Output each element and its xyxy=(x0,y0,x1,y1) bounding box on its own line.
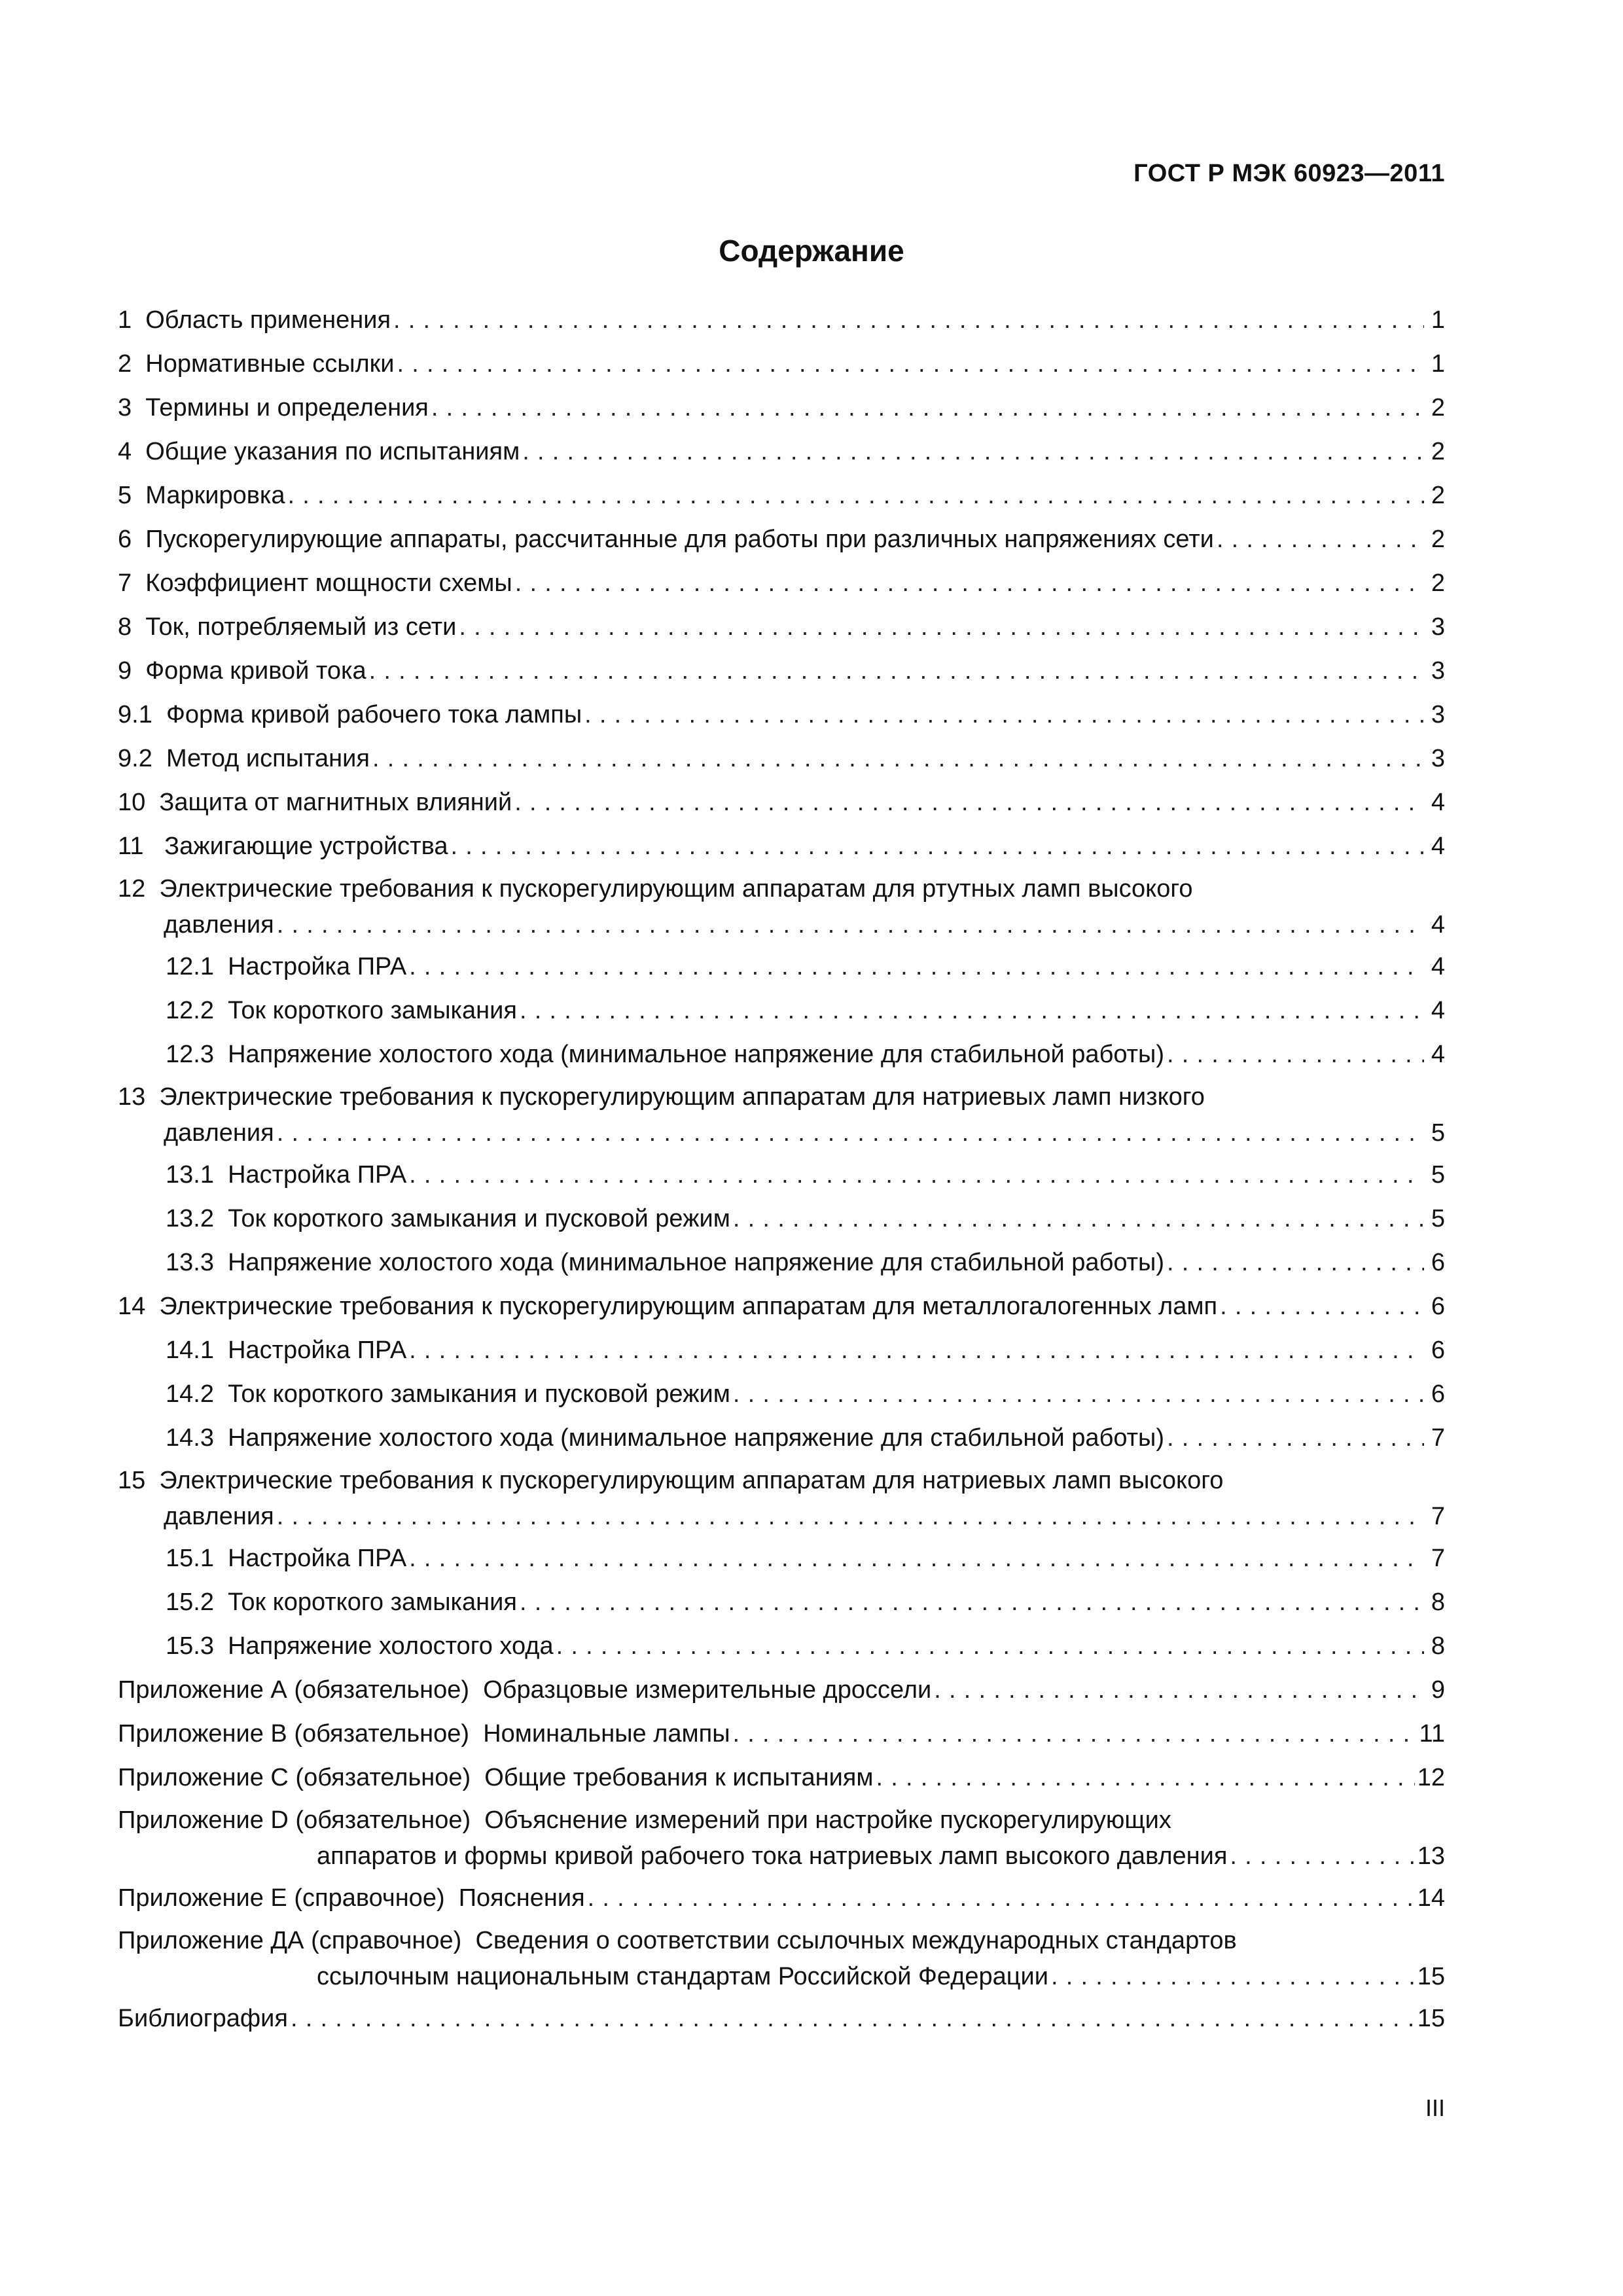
toc-dot-leader xyxy=(393,302,1424,338)
toc-entry-number: 4 xyxy=(118,438,146,465)
toc-annex-label: Приложение Е (справочное) xyxy=(118,1884,459,1912)
toc-entry[interactable] xyxy=(118,1157,1445,1200)
toc-entry-title: Номинальные лампы xyxy=(483,1720,730,1748)
toc-entry-number: 14.2 xyxy=(166,1380,228,1408)
toc-entry-number: 10 xyxy=(118,789,160,816)
toc-entry-title: Метод испытания xyxy=(166,745,370,772)
toc-entry-title: Форма кривой рабочего тока лампы xyxy=(166,701,582,728)
toc-entry-number: 15.2 xyxy=(166,1588,228,1616)
toc-entry-page: 2 xyxy=(1431,482,1445,509)
toc-dot-leader xyxy=(733,1200,1424,1237)
toc-dot-leader xyxy=(1167,1036,1424,1073)
toc-entry[interactable] xyxy=(118,992,1445,1036)
toc-dot-leader xyxy=(431,389,1424,426)
toc-entry-title: Ток короткого замыкания xyxy=(228,997,517,1024)
toc-entry-title: Общие требования к испытаниям xyxy=(484,1764,874,1791)
toc-dot-leader xyxy=(934,1672,1424,1708)
toc-dot-leader xyxy=(733,1376,1424,1412)
toc-entry-page: 4 xyxy=(1431,953,1445,980)
toc-entry-title: Напряжение холостого хода (минимальное напряжение для стабильной работы) xyxy=(228,1041,1164,1068)
toc-entry-page: 15 xyxy=(1417,1963,1445,1990)
toc-entry-number: 9.2 xyxy=(118,745,166,772)
toc-entry-page: 6 xyxy=(1431,1293,1445,1320)
toc-entry[interactable] xyxy=(118,1244,1445,1288)
toc-entry[interactable] xyxy=(118,302,1445,346)
toc-entry-annex[interactable] xyxy=(118,1715,1445,1759)
toc-entry-page: 9 xyxy=(1431,1676,1445,1704)
toc-entry-page: 5 xyxy=(1431,1205,1445,1232)
toc-entry[interactable] xyxy=(118,948,1445,992)
page-number: III xyxy=(1425,2094,1445,2121)
toc-entry[interactable] xyxy=(118,1036,1445,1080)
toc-entry-page: 2 xyxy=(1431,526,1445,553)
toc-entry-number: 12.3 xyxy=(166,1041,228,1068)
toc-entry-page: 6 xyxy=(1431,1380,1445,1408)
toc-entry[interactable] xyxy=(118,609,1445,653)
toc-entry-title: Общие указания по испытаниям xyxy=(145,438,520,465)
toc-entry-page: 13 xyxy=(1417,1842,1445,1870)
toc-entry-page: 2 xyxy=(1431,569,1445,597)
toc-entry-title: Пояснения xyxy=(458,1884,585,1912)
standard-designation: ГОСТ Р МЭК 60923—2011 xyxy=(1133,160,1445,187)
toc-entry-number: 14.3 xyxy=(166,1424,228,1452)
toc-entry-title-continuation: давления xyxy=(164,911,274,939)
toc-entry-title: Зажигающие устройства xyxy=(164,833,448,860)
toc-entry-page: 3 xyxy=(1431,745,1445,772)
toc-entry-title-continuation: давления xyxy=(164,1503,274,1530)
toc-entry-page: 5 xyxy=(1431,1119,1445,1147)
toc-entry-page: 3 xyxy=(1431,701,1445,728)
toc-entry-page: 7 xyxy=(1431,1503,1445,1530)
toc-dot-leader xyxy=(1217,521,1424,558)
toc-entry-title: Нормативные ссылки xyxy=(145,350,395,378)
toc-annex-label: Приложение ДА (справочное) xyxy=(118,1927,476,1954)
toc-entry-page: 3 xyxy=(1431,657,1445,685)
toc-annex-label: Приложение D (обязательное) xyxy=(118,1806,485,1834)
toc-entry-page: 1 xyxy=(1431,306,1445,334)
toc-entry-number: 3 xyxy=(118,394,146,422)
toc-entry[interactable] xyxy=(118,521,1445,565)
toc-entry[interactable] xyxy=(118,1628,1445,1672)
toc-dot-leader xyxy=(409,1157,1424,1193)
toc-entry-title: Электрические требования к пускорегулирующим аппаратам для натриевых ламп низкого xyxy=(159,1083,1205,1111)
toc-entry[interactable] xyxy=(118,740,1445,784)
toc-dot-leader xyxy=(515,565,1424,601)
toc-dot-leader xyxy=(409,1540,1424,1577)
toc-entry[interactable] xyxy=(118,1288,1445,1332)
toc-annex-label: Приложение В (обязательное) xyxy=(118,1720,484,1748)
toc-entry-number: 5 xyxy=(118,482,146,509)
toc-entry-number: 14.1 xyxy=(166,1336,228,1364)
toc-entry-page: 4 xyxy=(1431,911,1445,939)
toc-entry-title: Настройка ПРА xyxy=(228,953,407,980)
toc-entry-number: 9 xyxy=(118,657,146,685)
toc-entry-title: Напряжение холостого хода (минимальное напряжение для стабильной работы) xyxy=(228,1424,1164,1452)
toc-entry-title: Ток короткого замыкания xyxy=(228,1588,517,1616)
toc-entry-number: 14 xyxy=(118,1293,160,1320)
toc-entry-title: Ток, потребляемый из сети xyxy=(145,613,457,641)
toc-entry-title: Коэффициент мощности схемы xyxy=(145,569,512,597)
toc-entry-title-continuation: аппаратов и формы кривой рабочего тока натриевых ламп высокого давления xyxy=(317,1842,1228,1870)
toc-entry-title: Настройка ПРА xyxy=(228,1545,407,1572)
toc-entry[interactable] xyxy=(118,1376,1445,1420)
toc-entry-page: 14 xyxy=(1417,1884,1445,1912)
toc-entry-number: 9.1 xyxy=(118,701,166,728)
toc-entry[interactable] xyxy=(118,653,1445,696)
toc-entry-title: Форма кривой тока xyxy=(145,657,366,685)
toc-entry-title: Образцовые измерительные дроссели xyxy=(483,1676,932,1704)
toc-entry-title: Область применения xyxy=(145,306,391,334)
toc-entry-title-continuation: давления xyxy=(164,1119,274,1147)
toc-dot-leader xyxy=(1230,1837,1414,1875)
toc-entry-title: Маркировка xyxy=(145,482,285,509)
toc-entry-page: 12 xyxy=(1417,1764,1445,1791)
toc-dot-leader xyxy=(588,1880,1415,1916)
toc-dot-leader xyxy=(409,948,1424,985)
toc-entry[interactable] xyxy=(118,1420,1445,1463)
toc-entry-page: 7 xyxy=(1431,1545,1445,1572)
toc-entry-title: Настройка ПРА xyxy=(228,1161,407,1189)
toc-entry-title: Напряжение холостого хода (минимальное напряжение для стабильной работы) xyxy=(228,1249,1164,1276)
toc-entry-title: Электрические требования к пускорегулирующим аппаратам для металлогалогенных ламп xyxy=(159,1293,1218,1320)
toc-entry[interactable] xyxy=(118,477,1445,521)
toc-dot-leader xyxy=(288,477,1425,514)
toc-dot-leader xyxy=(584,696,1424,733)
toc-entry[interactable] xyxy=(118,1463,1445,1535)
toc-entry[interactable] xyxy=(118,872,1445,944)
toc-annex-label: Приложение С (обязательное) xyxy=(118,1764,485,1791)
toc-entry-page: 2 xyxy=(1431,394,1445,422)
toc-dot-leader xyxy=(277,1114,1424,1152)
toc-entry-annex[interactable] xyxy=(118,1759,1445,1803)
toc-entry-annex[interactable] xyxy=(118,1803,1445,1875)
toc-entry-number: 1 xyxy=(118,306,146,334)
toc-dot-leader xyxy=(450,828,1424,865)
toc-entry-title: Защита от магнитных влияний xyxy=(159,789,512,816)
toc-dot-leader xyxy=(522,433,1424,470)
toc-entry-page: 2 xyxy=(1431,438,1445,465)
toc-entry-number: 11 xyxy=(118,833,165,860)
toc-entry-page: 3 xyxy=(1431,613,1445,641)
toc-entry-title: Пускорегулирующие аппараты, рассчитанные для работы при различных напряжениях сети xyxy=(145,526,1214,553)
toc-entry-page: 6 xyxy=(1431,1336,1445,1364)
toc-entry-annex[interactable] xyxy=(118,1880,1445,1924)
toc-entry-title: Библиография xyxy=(118,2005,288,2032)
toc-entry-title: Сведения о соответствии ссылочных международных стандартов xyxy=(475,1927,1237,1954)
toc-entry-number: 13.3 xyxy=(166,1249,228,1276)
page-title: Содержание xyxy=(719,234,904,268)
toc-dot-leader xyxy=(1220,1288,1424,1325)
toc-entry-annex[interactable] xyxy=(118,1672,1445,1715)
toc-entry-number: 13.2 xyxy=(166,1205,228,1232)
toc-dot-leader xyxy=(514,784,1424,821)
toc-entry[interactable] xyxy=(118,1540,1445,1584)
toc-dot-leader xyxy=(397,346,1424,382)
toc-entry-page: 4 xyxy=(1431,789,1445,816)
toc-entry-page: 5 xyxy=(1431,1161,1445,1189)
toc-dot-leader xyxy=(409,1332,1424,1369)
toc-entry-page: 4 xyxy=(1431,1041,1445,1068)
toc-entry-number: 12.2 xyxy=(166,997,228,1024)
toc-entry-page: 4 xyxy=(1431,833,1445,860)
toc-entry[interactable] xyxy=(118,433,1445,477)
toc-entry[interactable] xyxy=(118,565,1445,609)
toc-dot-leader xyxy=(1167,1244,1424,1281)
toc-dot-leader xyxy=(1051,1958,1415,1996)
toc-entry-title: Электрические требования к пускорегулирующим аппаратам для натриевых ламп высокого xyxy=(159,1467,1224,1494)
toc-dot-leader xyxy=(733,1715,1417,1752)
toc-dot-leader xyxy=(520,1584,1424,1621)
toc-entry-number: 12.1 xyxy=(166,953,228,980)
toc-entry-bibliography[interactable] xyxy=(118,2000,1445,2044)
toc-dot-leader xyxy=(556,1628,1424,1664)
toc-entry-title: Ток короткого замыкания и пусковой режим xyxy=(228,1205,730,1232)
toc-dot-leader xyxy=(277,1498,1424,1535)
toc-entry[interactable] xyxy=(118,1080,1445,1152)
toc-entry-number: 2 xyxy=(118,350,146,378)
toc-entry-page: 8 xyxy=(1431,1632,1445,1660)
toc-entry[interactable] xyxy=(118,389,1445,433)
toc-entry-number: 8 xyxy=(118,613,146,641)
toc-entry-number: 12 xyxy=(118,875,160,903)
toc-dot-leader xyxy=(876,1759,1415,1796)
toc-entry[interactable] xyxy=(118,1200,1445,1244)
toc-dot-leader xyxy=(291,2000,1415,2037)
toc-dot-leader xyxy=(1167,1420,1424,1456)
toc-entry-page: 11 xyxy=(1419,1720,1445,1748)
toc-entry-number: 6 xyxy=(118,526,146,553)
toc-entry-title: Объяснение измерений при настройке пускорегулирующих xyxy=(484,1806,1171,1834)
toc-entry-page: 4 xyxy=(1431,997,1445,1024)
toc-entry[interactable] xyxy=(118,784,1445,828)
toc-annex-label: Приложение А (обязательное) xyxy=(118,1676,484,1704)
table-of-contents xyxy=(118,302,1445,2044)
toc-dot-leader xyxy=(372,740,1424,777)
toc-entry[interactable] xyxy=(118,828,1445,872)
toc-entry-page: 1 xyxy=(1431,350,1445,378)
toc-entry-number: 13 xyxy=(118,1083,160,1111)
toc-entry-number: 15.3 xyxy=(166,1632,228,1660)
toc-entry-number: 13.1 xyxy=(166,1161,228,1189)
toc-entry-number: 15 xyxy=(118,1467,160,1494)
toc-entry-title: Ток короткого замыкания и пусковой режим xyxy=(228,1380,730,1408)
toc-entry-title: Термины и определения xyxy=(145,394,429,422)
toc-entry-page: 8 xyxy=(1431,1588,1445,1616)
toc-dot-leader xyxy=(369,653,1424,689)
toc-entry-title-continuation: ссылочным национальным стандартам Российской Федерации xyxy=(317,1963,1049,1990)
toc-entry-page: 7 xyxy=(1431,1424,1445,1452)
toc-entry[interactable] xyxy=(118,1332,1445,1376)
toc-entry[interactable] xyxy=(118,1584,1445,1628)
toc-entry-title: Напряжение холостого хода xyxy=(228,1632,554,1660)
toc-dot-leader xyxy=(520,992,1424,1029)
toc-entry-title: Электрические требования к пускорегулирующим аппаратам для ртутных ламп высокого xyxy=(159,875,1193,903)
toc-entry-page: 6 xyxy=(1431,1249,1445,1276)
toc-entry-page: 15 xyxy=(1417,2005,1445,2032)
toc-dot-leader xyxy=(459,609,1424,645)
toc-dot-leader xyxy=(277,906,1424,944)
toc-entry[interactable] xyxy=(118,346,1445,389)
toc-entry-number: 7 xyxy=(118,569,146,597)
toc-entry[interactable] xyxy=(118,696,1445,740)
toc-entry-annex[interactable] xyxy=(118,1924,1445,1996)
toc-entry-number: 15.1 xyxy=(166,1545,228,1572)
toc-entry-title: Настройка ПРА xyxy=(228,1336,407,1364)
